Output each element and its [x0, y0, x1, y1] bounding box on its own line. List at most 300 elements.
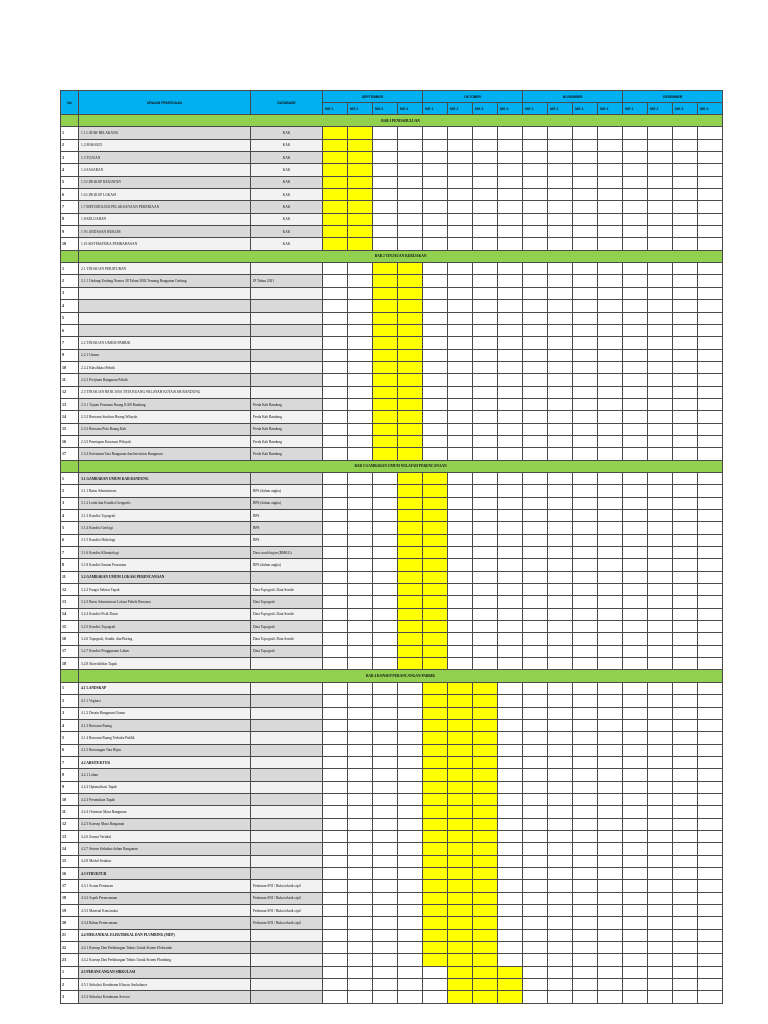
schedule-cell [698, 349, 723, 361]
schedule-cell [598, 213, 623, 225]
schedule-cell [598, 917, 623, 929]
schedule-cell [548, 485, 573, 497]
schedule-cell [573, 226, 598, 238]
row-uraian: 4.1.3 Rencana Ruang [79, 719, 251, 731]
schedule-cell [523, 226, 548, 238]
schedule-cell [548, 361, 573, 373]
row-number: 2 [61, 275, 79, 287]
schedule-cell [623, 645, 648, 657]
schedule-cell [673, 892, 698, 904]
table-row [61, 744, 723, 756]
row-database [251, 966, 323, 978]
schedule-cell-filled [473, 719, 498, 731]
schedule-cell [598, 806, 623, 818]
schedule-cell-filled [423, 695, 448, 707]
schedule-cell [623, 497, 648, 509]
schedule-cell [323, 892, 348, 904]
schedule-cell-filled [398, 621, 423, 633]
schedule-cell [648, 571, 673, 583]
schedule-cell-filled [398, 658, 423, 670]
schedule-cell [648, 226, 673, 238]
row-number: 6 [61, 534, 79, 546]
row-number: 14 [61, 411, 79, 423]
schedule-cell [548, 571, 573, 583]
schedule-cell [598, 275, 623, 287]
schedule-cell [523, 485, 548, 497]
schedule-cell [623, 855, 648, 867]
table-row [61, 756, 723, 768]
schedule-cell [498, 238, 523, 250]
schedule-cell [523, 398, 548, 410]
schedule-cell [473, 645, 498, 657]
schedule-cell [448, 596, 473, 608]
schedule-cell [323, 818, 348, 830]
schedule-cell [573, 781, 598, 793]
schedule-cell [523, 411, 548, 423]
schedule-cell [698, 695, 723, 707]
schedule-cell [523, 176, 548, 188]
schedule-cell-filled [398, 398, 423, 410]
week-header: MG 2 [348, 103, 373, 115]
schedule-cell [623, 892, 648, 904]
schedule-cell-filled [423, 942, 448, 954]
schedule-cell [448, 435, 473, 447]
schedule-cell [673, 201, 698, 213]
schedule-cell [348, 645, 373, 657]
schedule-cell [573, 559, 598, 571]
schedule-cell-filled [473, 682, 498, 694]
schedule-cell-filled [398, 633, 423, 645]
schedule-cell [448, 472, 473, 484]
schedule-cell-filled [423, 781, 448, 793]
schedule-cell [373, 843, 398, 855]
schedule-cell [623, 213, 648, 225]
schedule-cell [473, 485, 498, 497]
schedule-cell [373, 658, 398, 670]
schedule-cell [323, 263, 348, 275]
schedule-cell [648, 497, 673, 509]
row-uraian: 2.3.1 Tujuan Penataan Ruang KAB Bandung [79, 398, 251, 410]
schedule-cell-filled [423, 929, 448, 941]
schedule-cell [648, 275, 673, 287]
schedule-cell [648, 435, 673, 447]
row-uraian: 3.1.1 Batas Administrasi [79, 485, 251, 497]
schedule-cell [348, 695, 373, 707]
schedule-cell-filled [448, 769, 473, 781]
schedule-cell [548, 966, 573, 978]
schedule-cell [648, 238, 673, 250]
schedule-cell [523, 337, 548, 349]
schedule-cell [498, 942, 523, 954]
row-database: BPS (dalam angka) [251, 559, 323, 571]
schedule-cell [673, 756, 698, 768]
row-number: 2 [61, 979, 79, 991]
schedule-cell [523, 942, 548, 954]
schedule-cell [523, 769, 548, 781]
schedule-cell [498, 435, 523, 447]
schedule-cell [698, 633, 723, 645]
schedule-cell [648, 510, 673, 522]
schedule-cell [598, 954, 623, 966]
schedule-cell [673, 139, 698, 151]
schedule-cell [448, 287, 473, 299]
schedule-cell [348, 756, 373, 768]
schedule-cell [373, 744, 398, 756]
row-database: BPS [251, 510, 323, 522]
schedule-cell [548, 238, 573, 250]
schedule-cell [573, 719, 598, 731]
schedule-cell [498, 830, 523, 842]
schedule-cell [373, 917, 398, 929]
schedule-cell [523, 164, 548, 176]
schedule-cell-filled [473, 892, 498, 904]
row-uraian: 3.2.5 Kondisi Topografi [79, 621, 251, 633]
schedule-cell [423, 226, 448, 238]
schedule-cell [648, 534, 673, 546]
schedule-cell [573, 386, 598, 398]
schedule-cell [548, 584, 573, 596]
schedule-cell-filled [473, 979, 498, 991]
schedule-cell-filled [398, 608, 423, 620]
schedule-cell-filled [423, 522, 448, 534]
schedule-cell [623, 818, 648, 830]
schedule-cell [623, 423, 648, 435]
row-database [251, 324, 323, 336]
schedule-cell [698, 287, 723, 299]
row-database [251, 695, 323, 707]
schedule-cell [623, 534, 648, 546]
schedule-cell [623, 275, 648, 287]
schedule-cell [448, 238, 473, 250]
schedule-cell [698, 374, 723, 386]
schedule-cell-filled [373, 423, 398, 435]
schedule-cell [498, 522, 523, 534]
row-uraian: 1.8 KELUARAN [79, 213, 251, 225]
schedule-cell [498, 423, 523, 435]
row-uraian: 4.5 PERANCANGAN SIRKULASI [79, 966, 251, 978]
schedule-cell [523, 658, 548, 670]
schedule-cell [648, 559, 673, 571]
row-number: 9 [61, 781, 79, 793]
schedule-cell [623, 769, 648, 781]
schedule-cell [548, 756, 573, 768]
schedule-cell [523, 374, 548, 386]
schedule-cell [523, 843, 548, 855]
schedule-cell [448, 213, 473, 225]
schedule-cell [573, 756, 598, 768]
schedule-cell [323, 349, 348, 361]
schedule-cell [523, 707, 548, 719]
schedule-cell [373, 485, 398, 497]
schedule-cell [498, 584, 523, 596]
schedule-cell-filled [473, 991, 498, 1003]
schedule-cell [623, 164, 648, 176]
schedule-cell [573, 645, 598, 657]
table-row [61, 275, 723, 287]
schedule-cell [623, 152, 648, 164]
schedule-cell [373, 707, 398, 719]
schedule-cell [573, 201, 598, 213]
schedule-cell [523, 201, 548, 213]
schedule-cell [598, 979, 623, 991]
schedule-cell [373, 905, 398, 917]
schedule-cell [548, 189, 573, 201]
schedule-cell [473, 226, 498, 238]
schedule-cell [573, 448, 598, 460]
row-uraian: 4.3.4 Beban Perencanaan [79, 917, 251, 929]
row-number: 3 [61, 497, 79, 509]
schedule-cell-filled [423, 584, 448, 596]
schedule-cell [623, 238, 648, 250]
row-uraian: 3.2.2 Fungsi Sekitar Tapak [79, 584, 251, 596]
schedule-cell [698, 152, 723, 164]
schedule-cell [698, 263, 723, 275]
table-row [61, 793, 723, 805]
schedule-cell [473, 386, 498, 398]
schedule-cell [323, 411, 348, 423]
schedule-cell [398, 756, 423, 768]
schedule-cell [573, 324, 598, 336]
schedule-cell [348, 435, 373, 447]
schedule-cell [373, 966, 398, 978]
schedule-cell-filled [423, 645, 448, 657]
schedule-cell [398, 238, 423, 250]
schedule-cell [598, 361, 623, 373]
schedule-cell [448, 608, 473, 620]
schedule-cell [323, 843, 348, 855]
row-number: 14 [61, 843, 79, 855]
schedule-cell [673, 189, 698, 201]
schedule-cell [573, 608, 598, 620]
schedule-cell [698, 275, 723, 287]
row-database: Pedoman SNI / Buku teknik sipil [251, 917, 323, 929]
schedule-cell-filled [473, 781, 498, 793]
schedule-cell [648, 707, 673, 719]
row-database: KAK [251, 226, 323, 238]
schedule-cell [448, 633, 473, 645]
schedule-cell [473, 349, 498, 361]
schedule-cell [598, 707, 623, 719]
schedule-cell-filled [448, 942, 473, 954]
schedule-cell [648, 596, 673, 608]
schedule-cell [398, 929, 423, 941]
table-row [61, 510, 723, 522]
schedule-cell [423, 152, 448, 164]
schedule-cell [398, 164, 423, 176]
schedule-cell [648, 880, 673, 892]
schedule-cell [573, 485, 598, 497]
schedule-cell [623, 472, 648, 484]
chapter-no-cell [61, 115, 79, 127]
schedule-cell [373, 830, 398, 842]
schedule-cell [673, 793, 698, 805]
schedule-cell [548, 398, 573, 410]
schedule-cell [373, 608, 398, 620]
schedule-cell [523, 139, 548, 151]
schedule-cell-filled [473, 843, 498, 855]
schedule-cell [498, 189, 523, 201]
table-row [61, 929, 723, 941]
row-number: 9 [61, 349, 79, 361]
schedule-cell-filled [398, 312, 423, 324]
row-uraian: 4.4.2 Konsep Dan Perhitungan Teknis Untuk Sistem Plumbing [79, 954, 251, 966]
schedule-cell [498, 213, 523, 225]
schedule-cell [498, 855, 523, 867]
table-row [61, 559, 723, 571]
schedule-cell [573, 830, 598, 842]
schedule-cell-filled [423, 658, 448, 670]
schedule-cell [373, 991, 398, 1003]
schedule-cell [448, 423, 473, 435]
schedule-cell [698, 942, 723, 954]
schedule-cell [473, 287, 498, 299]
schedule-cell [473, 238, 498, 250]
schedule-cell-filled [373, 374, 398, 386]
schedule-cell [323, 781, 348, 793]
schedule-cell-filled [448, 707, 473, 719]
schedule-cell [523, 275, 548, 287]
schedule-cell [598, 867, 623, 879]
row-number: 11 [61, 374, 79, 386]
schedule-cell-filled [473, 880, 498, 892]
table-row [61, 608, 723, 620]
schedule-cell [473, 201, 498, 213]
row-database [251, 312, 323, 324]
schedule-cell [398, 226, 423, 238]
schedule-cell-filled [473, 929, 498, 941]
schedule-cell-filled [398, 386, 423, 398]
schedule-cell [698, 966, 723, 978]
schedule-cell [598, 435, 623, 447]
schedule-cell [648, 608, 673, 620]
schedule-cell [673, 855, 698, 867]
schedule-cell [398, 830, 423, 842]
table-row [61, 201, 723, 213]
schedule-cell-filled [373, 398, 398, 410]
schedule-cell [648, 139, 673, 151]
schedule-cell [348, 929, 373, 941]
row-number: 6 [61, 324, 79, 336]
schedule-cell [498, 411, 523, 423]
schedule-cell [598, 386, 623, 398]
schedule-cell [548, 337, 573, 349]
schedule-cell [623, 312, 648, 324]
row-number: 15 [61, 423, 79, 435]
schedule-cell [573, 867, 598, 879]
schedule-cell [423, 324, 448, 336]
schedule-cell [698, 300, 723, 312]
schedule-cell [423, 287, 448, 299]
schedule-cell [473, 608, 498, 620]
row-database: BPS [251, 522, 323, 534]
schedule-cell [398, 892, 423, 904]
schedule-cell [598, 559, 623, 571]
schedule-cell [523, 818, 548, 830]
row-uraian: 3.2 GAMBARAN UMUM LOKASI PERENCANAAN [79, 571, 251, 583]
schedule-cell [523, 867, 548, 879]
schedule-cell [548, 806, 573, 818]
schedule-cell [673, 645, 698, 657]
schedule-cell [623, 633, 648, 645]
schedule-cell [523, 744, 548, 756]
schedule-cell [423, 349, 448, 361]
row-uraian: 3.1.2 Letak dan Kondisi Geografis [79, 497, 251, 509]
schedule-cell [373, 645, 398, 657]
schedule-cell [548, 472, 573, 484]
schedule-cell [548, 275, 573, 287]
schedule-cell-filled [423, 621, 448, 633]
schedule-cell-filled [423, 497, 448, 509]
table-row [61, 682, 723, 694]
schedule-cell [448, 510, 473, 522]
schedule-cell [473, 472, 498, 484]
row-uraian: 1.9 LANDASAN HUKUM [79, 226, 251, 238]
schedule-cell [623, 793, 648, 805]
schedule-cell [523, 571, 548, 583]
row-uraian: 2.3.2 Rencana Struktur Ruang Wilayah [79, 411, 251, 423]
row-number: 3 [61, 991, 79, 1003]
schedule-cell [423, 238, 448, 250]
schedule-cell-filled [473, 756, 498, 768]
schedule-cell [473, 300, 498, 312]
schedule-cell [598, 621, 623, 633]
table-row [61, 991, 723, 1003]
row-uraian [79, 287, 251, 299]
schedule-cell [373, 534, 398, 546]
week-header: MG 4 [598, 103, 623, 115]
row-database: KAK [251, 213, 323, 225]
table-row [61, 719, 723, 731]
schedule-cell [348, 830, 373, 842]
schedule-cell [348, 374, 373, 386]
row-number: 16 [61, 633, 79, 645]
schedule-cell [523, 510, 548, 522]
schedule-cell [573, 287, 598, 299]
schedule-cell [673, 164, 698, 176]
schedule-cell [598, 966, 623, 978]
row-database [251, 682, 323, 694]
schedule-cell [373, 547, 398, 559]
schedule-cell [423, 398, 448, 410]
schedule-cell [673, 744, 698, 756]
schedule-cell-filled [473, 867, 498, 879]
schedule-cell [423, 374, 448, 386]
chapter-no-cell [61, 250, 79, 262]
schedule-cell-filled [348, 201, 373, 213]
schedule-cell [548, 880, 573, 892]
schedule-cell [673, 559, 698, 571]
schedule-cell [498, 645, 523, 657]
row-database: Pedoman SNI / Buku teknik sipil [251, 880, 323, 892]
row-database [251, 287, 323, 299]
schedule-cell [498, 312, 523, 324]
row-uraian: 4.3.3 Material Konstruksi [79, 905, 251, 917]
schedule-cell [523, 448, 548, 460]
schedule-cell [623, 781, 648, 793]
schedule-cell [598, 398, 623, 410]
row-uraian [79, 324, 251, 336]
schedule-cell-filled [423, 855, 448, 867]
schedule-cell [698, 485, 723, 497]
schedule-cell [398, 942, 423, 954]
schedule-cell [523, 979, 548, 991]
row-number: 21 [61, 929, 79, 941]
schedule-cell [573, 139, 598, 151]
schedule-cell [473, 633, 498, 645]
schedule-cell [498, 176, 523, 188]
schedule-cell [398, 905, 423, 917]
schedule-cell [398, 818, 423, 830]
